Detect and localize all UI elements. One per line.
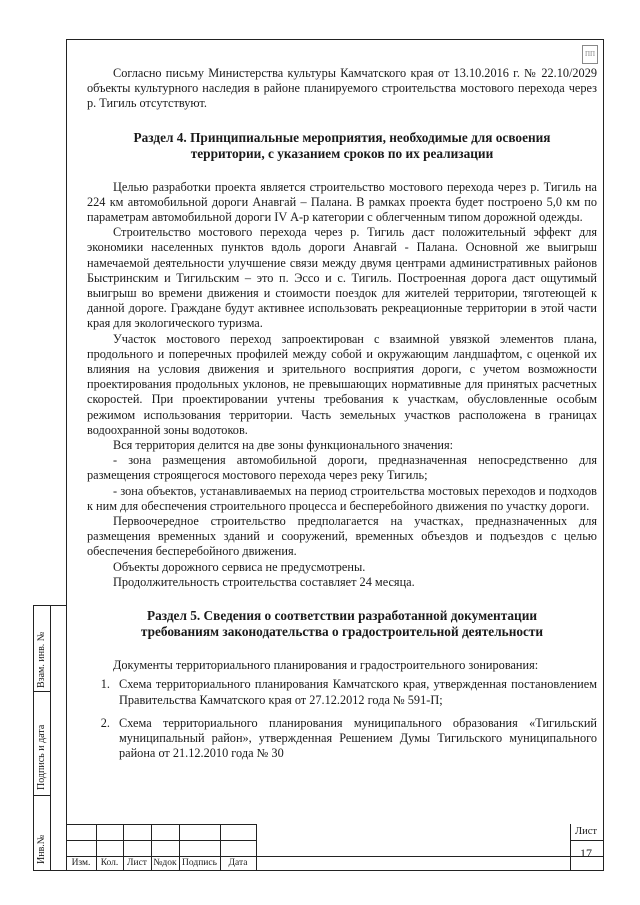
tb-col-label: Подпись (182, 858, 217, 868)
tb-col-label: Лист (127, 858, 147, 868)
tb-line (66, 856, 604, 857)
tb-col-label: Дата (228, 858, 248, 868)
side-label-inv-replace: Взам. инв. № (36, 631, 47, 688)
section5-title-line1: Раздел 5. Сведения о соответствии разработанной документации (146, 608, 538, 624)
section4-paragraph: Объекты дорожного сервиса не предусмотрены. (113, 559, 366, 574)
section4-paragraph: Вся территория делится на две зоны функционального значения: (113, 438, 454, 453)
tb-line (570, 840, 604, 841)
tb-line (66, 824, 256, 825)
list-item: 1. Схема территориального планирования Камчатского края, утвержденная постановлением Правительства Камчатского края от 27.12.2012 года № 591-П; (113, 677, 597, 707)
title-block (66, 824, 604, 871)
tb-vline (256, 824, 257, 871)
section4-title-line1: Раздел 4. Принципиальные мероприятия, необходимые для освоения (133, 129, 551, 145)
section4-paragraph: Целью разработки проекта является строительство мостового перехода через р. Тигиль на 224 км автомобильной дороги Анавгай – Палана. В рамках проекта будет построено 5,0 км по параметрам автомобильной дороги IV А-р категории с облегченным типом дорожной одежды. (87, 179, 597, 225)
side-stamp-strip (33, 605, 66, 871)
tb-col-label: Кол. (100, 858, 119, 868)
tb-vline (570, 824, 571, 871)
document-body (87, 66, 597, 769)
sheet-number: 17 (580, 846, 592, 860)
tb-col-label: №док (153, 858, 177, 868)
documents-list (87, 677, 597, 761)
tb-col-label: Изм. (71, 858, 91, 868)
sheet-label: Лист (575, 826, 597, 837)
section4-paragraph: - зона объектов, устанавливаемых на период строительства мостовых переходов и подходов к ним для обеспечения строительного процесса и бесперебойного движения по участку дороги. (87, 483, 597, 513)
section4-paragraph: Продолжительность строительства составляет 24 месяца. (113, 574, 415, 589)
corner-stamp: ПП (582, 45, 598, 64)
section4-title-line2: территории, с указанием сроков по их реализации (190, 145, 494, 161)
section5-intro: Документы территориального планирования и градостроительного зонирования: (113, 658, 539, 673)
section4-paragraph: Участок мостового переход запроектирован с взаимной увязкой элементов плана, продольного и поперечных профилей между собой и окружающим ландшафтом, с оценкой их влияния на условия движения и зрительного восприятия дороги, с учетом возможности проектирования продольных уклонов, не превышающих нормативные для принятых расчетных скоростей. При проектировании учтены требования к участкам, обусловленные особым режимом использования территории. Часть земельных участков расположена в границах водоохранной зоны водотоков. (87, 331, 597, 437)
section5-title-line2: требованиям законодательства о градостроительной деятельности (140, 624, 544, 640)
section4-paragraph: Первоочередное строительство предполагается на участках, предназначенных для размещения временных зданий и сооружений, временных объездов и подъездов с целью обеспечения бесперебойного движения. (87, 514, 597, 559)
section4-paragraph: Строительство мостового перехода через р. Тигиль даст положительный эффект для экономики населенных пунктов вдоль дороги Анавгай - Палана. Основной же выигрыш намечаемой деятельности улучшение связи между двумя центрами административных районов Быстринским и Тигильским – это п. Эссо и с. Тигиль. Построенная дорога даст ощутимый выигрыш во времени движения и стоимости поездок для жителей территории, тяготеющей к данной дороге. Граждане будут активнее использовать рекреационные территории в этой части края для экологического туризма. (87, 225, 597, 331)
side-label-sign-date: Подпись и дата (36, 724, 47, 790)
intro-paragraph: Согласно письму Министерства культуры Камчатского края от 13.10.2016 г. № 22.10/2029 объекты культурного наследия в районе планируемого строительства мостового перехода через р. Тигиль отсутствуют. (87, 66, 597, 111)
section4-paragraph: - зона размещения автомобильной дороги, предназначенная непосредственно для размещения строящегося мостового перехода через реку Тигиль; (87, 453, 597, 483)
list-item: 2. Схема территориального планирования муниципального образования «Тигильский муниципальный район», утвержденная Решением Думы Тигильского муниципального района от 21.12.2010 года № 30 (113, 716, 597, 762)
side-label-inv-orig: Инв.№ (36, 834, 47, 864)
tb-line (66, 840, 256, 841)
